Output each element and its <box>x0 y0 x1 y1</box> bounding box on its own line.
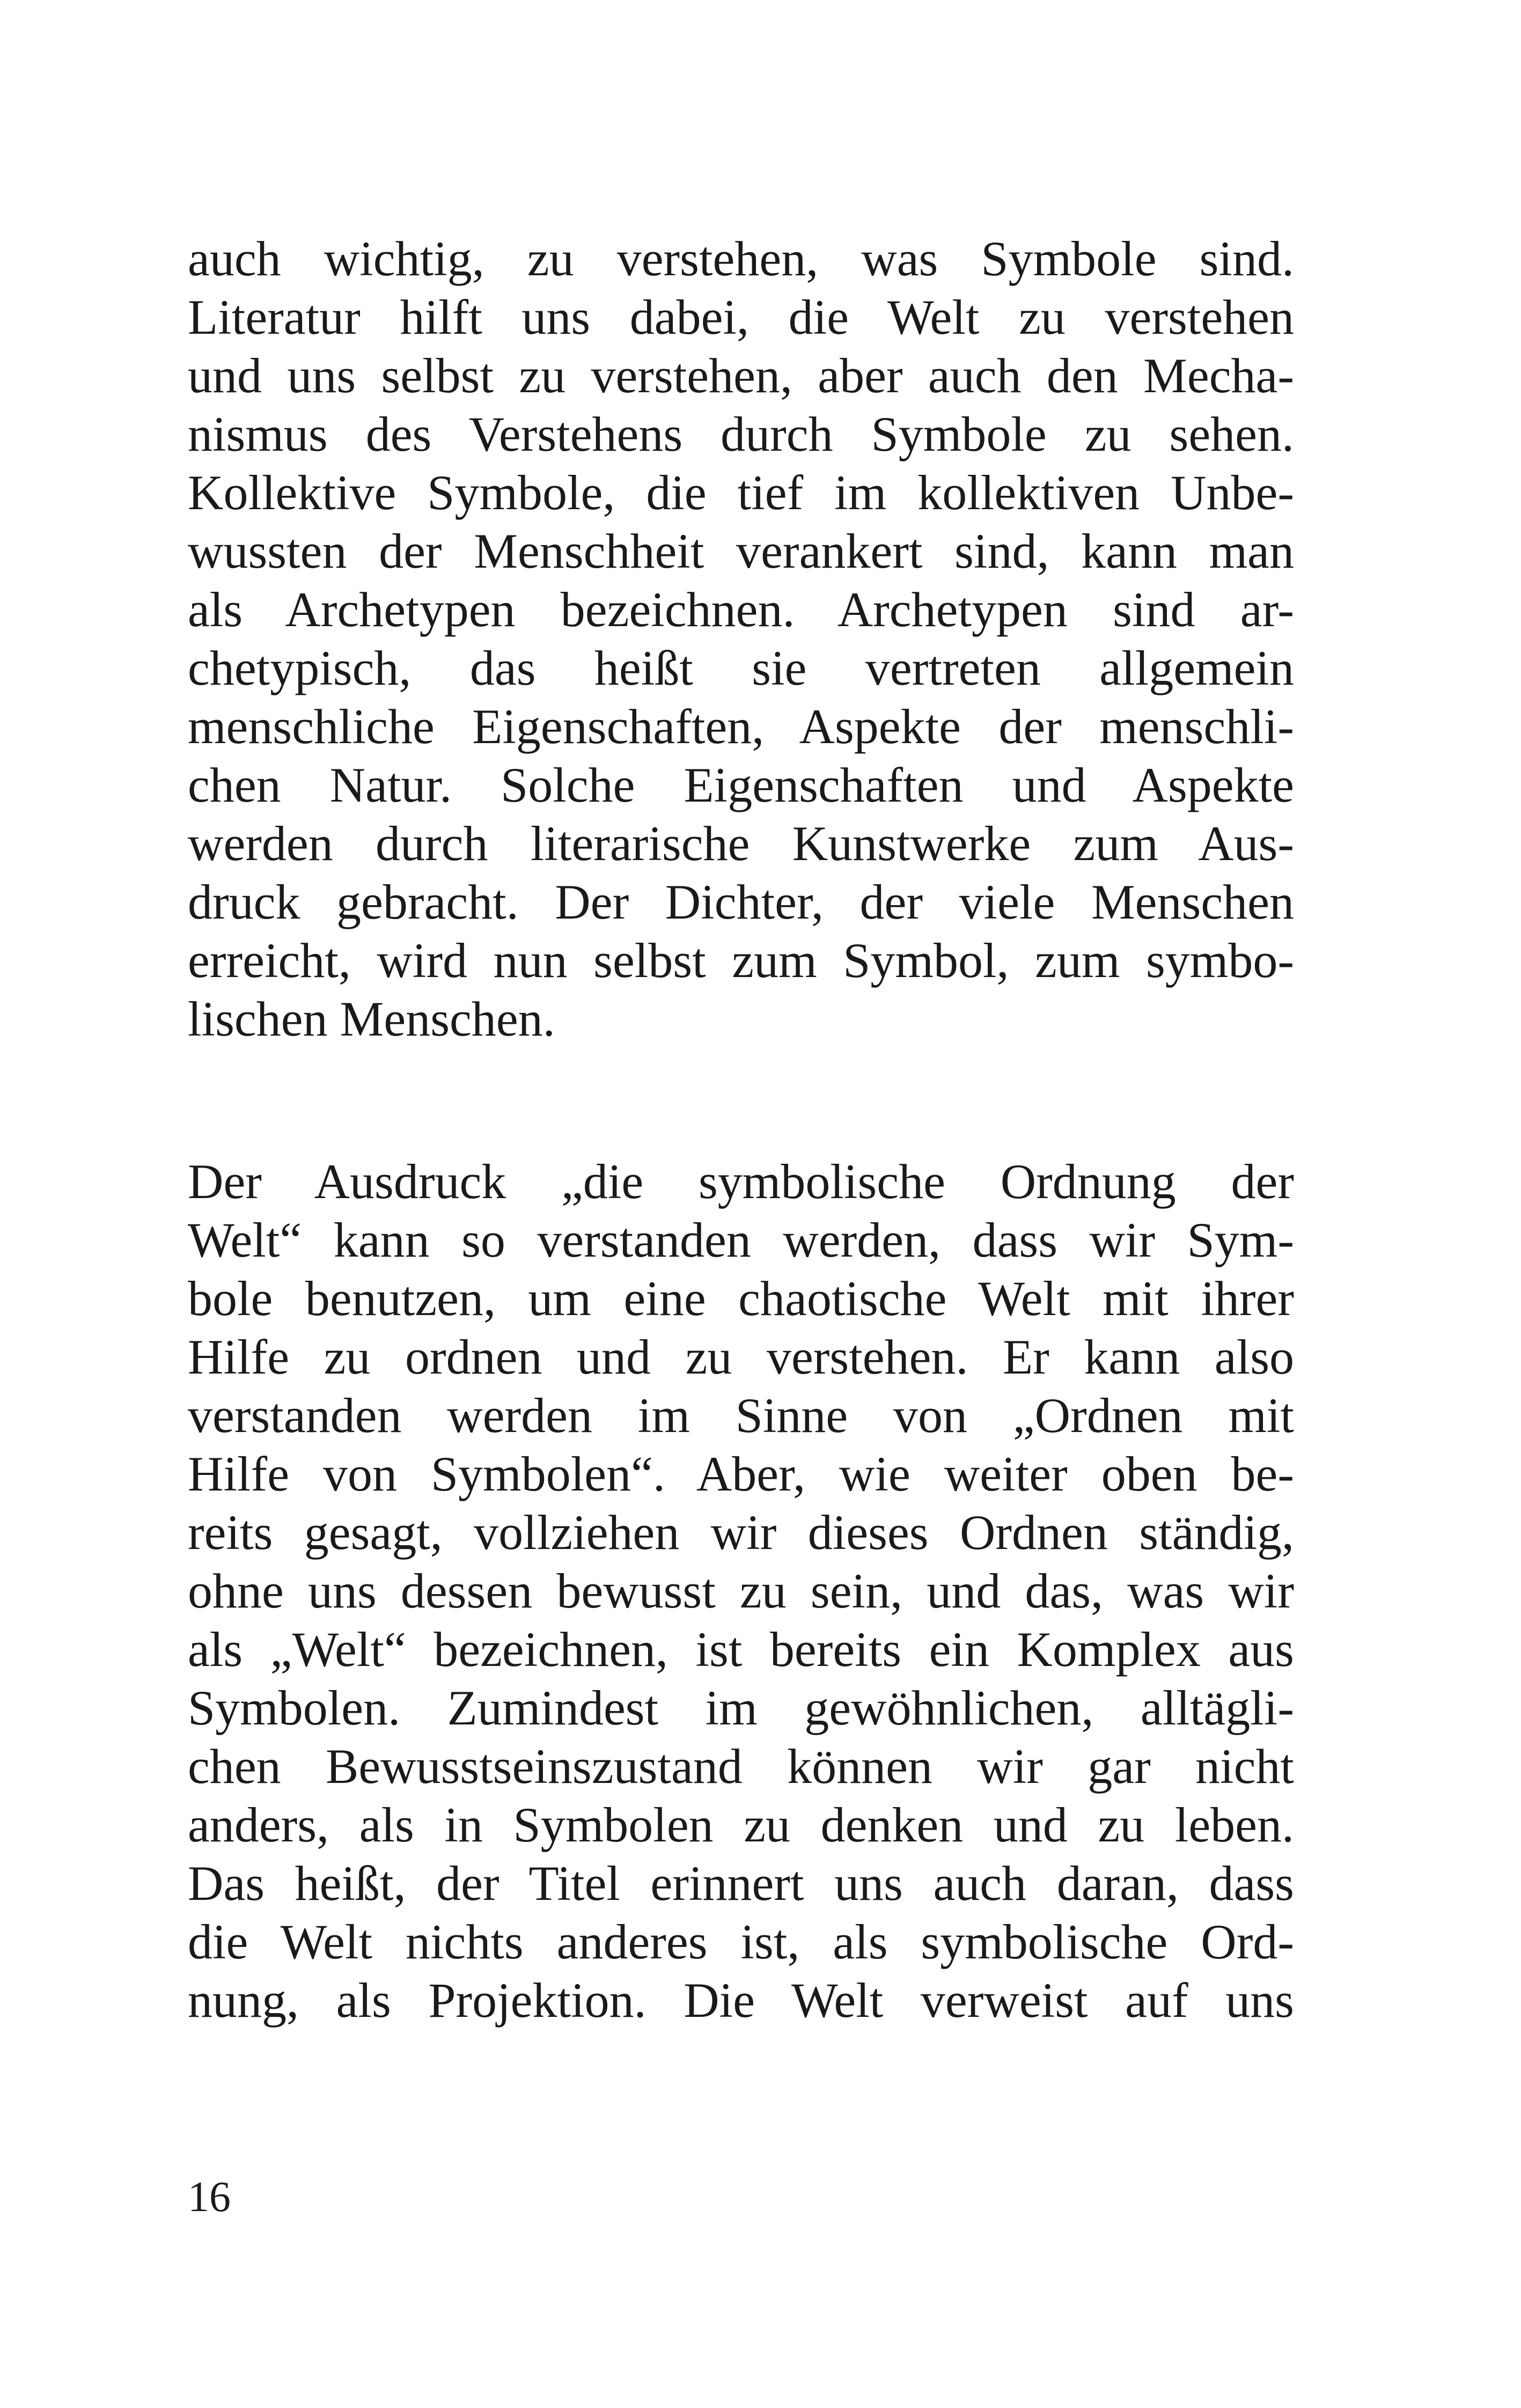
text-line: Hilfe von Symbolen“. Aber, wie weiter oben be- <box>188 1447 1294 1501</box>
text-line: Literatur hilft uns dabei, die Welt zu verstehen <box>188 290 1294 344</box>
text-line: erreicht, wird nun selbst zum Symbol, zum symbo- <box>188 933 1294 988</box>
text-line: Das heißt, der Titel erinnert uns auch daran, dass <box>188 1856 1294 1911</box>
text-line: als „Welt“ bezeichnen, ist bereits ein Komplex aus <box>188 1622 1294 1677</box>
text-line: werden durch literarische Kunstwerke zum Aus- <box>188 816 1294 871</box>
paragraph-1 <box>188 230 1294 1048</box>
text-line: Welt“ kann so verstanden werden, dass wir Sym- <box>188 1213 1294 1267</box>
paragraph-2 <box>188 1152 1294 2030</box>
text-line: ohne uns dessen bewusst zu sein, und das, was wir <box>188 1563 1294 1618</box>
text-line: menschliche Eigenschaften, Aspekte der menschli- <box>188 699 1294 754</box>
text-line: wussten der Menschheit verankert sind, kann man <box>188 524 1294 578</box>
text-line: druck gebracht. Der Dichter, der viele Menschen <box>188 875 1294 929</box>
text-line: als Archetypen bezeichnen. Archetypen sind ar- <box>188 582 1294 637</box>
text-line: auch wichtig, zu verstehen, was Symbole sind. <box>188 231 1294 286</box>
text-line: verstanden werden im Sinne von „Ordnen mit <box>188 1388 1294 1443</box>
page-number: 16 <box>188 2174 231 2221</box>
text-line: Symbolen. Zumindest im gewöhnlichen, alltägli- <box>188 1680 1294 1735</box>
text-line: lischen Menschen. <box>188 992 555 1046</box>
text-line: chen Bewusstseinszustand können wir gar nicht <box>188 1739 1294 1794</box>
text-line: Hilfe zu ordnen und zu verstehen. Er kann also <box>188 1330 1294 1384</box>
text-line: die Welt nichts anderes ist, als symbolische Ord- <box>188 1914 1294 1969</box>
text-line: nismus des Verstehens durch Symbole zu sehen. <box>188 407 1294 461</box>
text-line: reits gesagt, vollziehen wir dieses Ordnen ständig, <box>188 1505 1294 1560</box>
text-line: Der Ausdruck „die symbolische Ordnung der <box>188 1154 1294 1209</box>
text-line: chetypisch, das heißt sie vertreten allgemein <box>188 641 1294 695</box>
text-line: bole benutzen, um eine chaotische Welt mit ihrer <box>188 1271 1294 1326</box>
text-line: anders, als in Symbolen zu denken und zu leben. <box>188 1797 1294 1852</box>
text-line: und uns selbst zu verstehen, aber auch den Mecha- <box>188 348 1294 403</box>
text-line: nung, als Projektion. Die Welt verweist auf uns <box>188 1973 1294 2028</box>
text-line: chen Natur. Solche Eigenschaften und Aspekte <box>188 758 1294 812</box>
text-line: Kollektive Symbole, die tief im kollektiven Unbe- <box>188 465 1294 520</box>
